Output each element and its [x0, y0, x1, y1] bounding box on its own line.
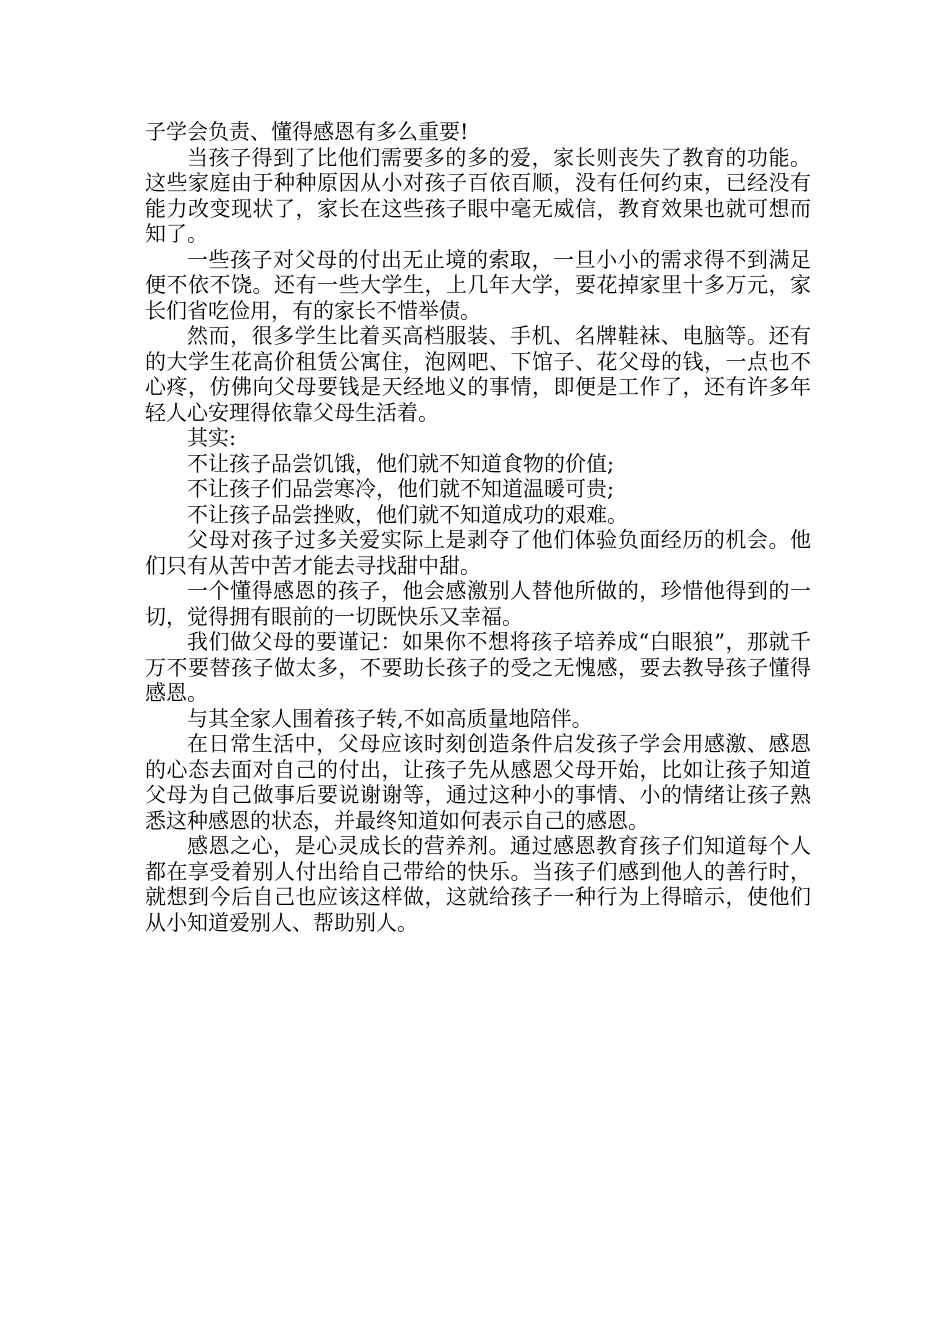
paragraph-over-care: 父母对孩子过多关爱实际上是剥夺了他们体验负面经历的机会。他们只有从苦中苦才能去寻找甜中甜。: [145, 528, 811, 578]
paragraph-grateful-child: 一个懂得感恩的孩子，他会感激别人替他所做的，珍惜他得到的一切，觉得拥有眼前的一切既快乐又幸福。: [145, 579, 811, 629]
paragraph-endless-demands: 一些孩子对父母的付出无止境的索取，一旦小小的需求得不到满足便不依不饶。还有一些大学生，上几年大学，要花掉家里十多万元，家长们省吃俭用，有的家长不惜举债。: [145, 247, 811, 323]
paragraph-quality-company: 与其全家人围着孩子转,不如高质量地陪伴。: [187, 706, 593, 731]
paragraph-continuation: 子学会负责、懂得感恩有多么重要!: [145, 120, 469, 144]
paragraph-in-fact: 其实:: [187, 426, 237, 450]
paragraph-parents-remember: 我们做父母的要谨记：如果你不想将孩子培养成“白眼狼”，那就千万不要替孩子做太多，不要助长孩子的受之无愧感，要去教导孩子懂得感恩。: [145, 630, 811, 705]
paragraph-failure: 不让孩子品尝挫败，他们就不知道成功的艰难。: [187, 502, 628, 527]
paragraph-daily-life: 在日常生活中，父母应该时刻创造条件启发孩子学会用感激、感恩的心态去面对自己的付出，让孩子先从感恩父母开始，比如让孩子知道父母为自己做事后要说谢谢等，通过这种小的事情、小的情绪让孩子熟悉这种感恩的状态，并最终知道如何表示自己的感恩。: [145, 732, 811, 833]
paragraph-cold: 不让孩子们品尝寒冷，他们就不知道温暖可贵;: [187, 477, 615, 501]
document-page: [145, 120, 811, 936]
paragraph-hunger: 不让孩子品尝饥饿，他们就不知道食物的价值;: [187, 451, 615, 476]
paragraph-students-spending: 然而，很多学生比着买高档服装、手机、名牌鞋袜、电脑等。还有的大学生花高价租赁公寓住，泡网吧、下馆子、花父母的钱，一点也不心疼，仿佛向父母要钱是天经地义的事情，即便是工作了，还有许多年轻人心安理得依靠父母生活着。: [145, 324, 811, 425]
paragraph-gratitude-heart: 感恩之心，是心灵成长的营养剂。通过感恩教育孩子们知道每个人都在享受着别人付出给自己带给的快乐。当孩子们感到他人的善行时，就想到今后自己也应该这样做，这就给孩子一种行为上得暗示，使他们从小知道爱别人、帮助别人。: [145, 834, 811, 935]
paragraph-excess-love: 当孩子得到了比他们需要多的多的爱，家长则丧失了教育的功能。这些家庭由于种种原因从小对孩子百依百顺，没有任何约束，已经没有能力改变现状了，家长在这些孩子眼中毫无威信，教育效果也就可想而知了。: [145, 145, 811, 246]
